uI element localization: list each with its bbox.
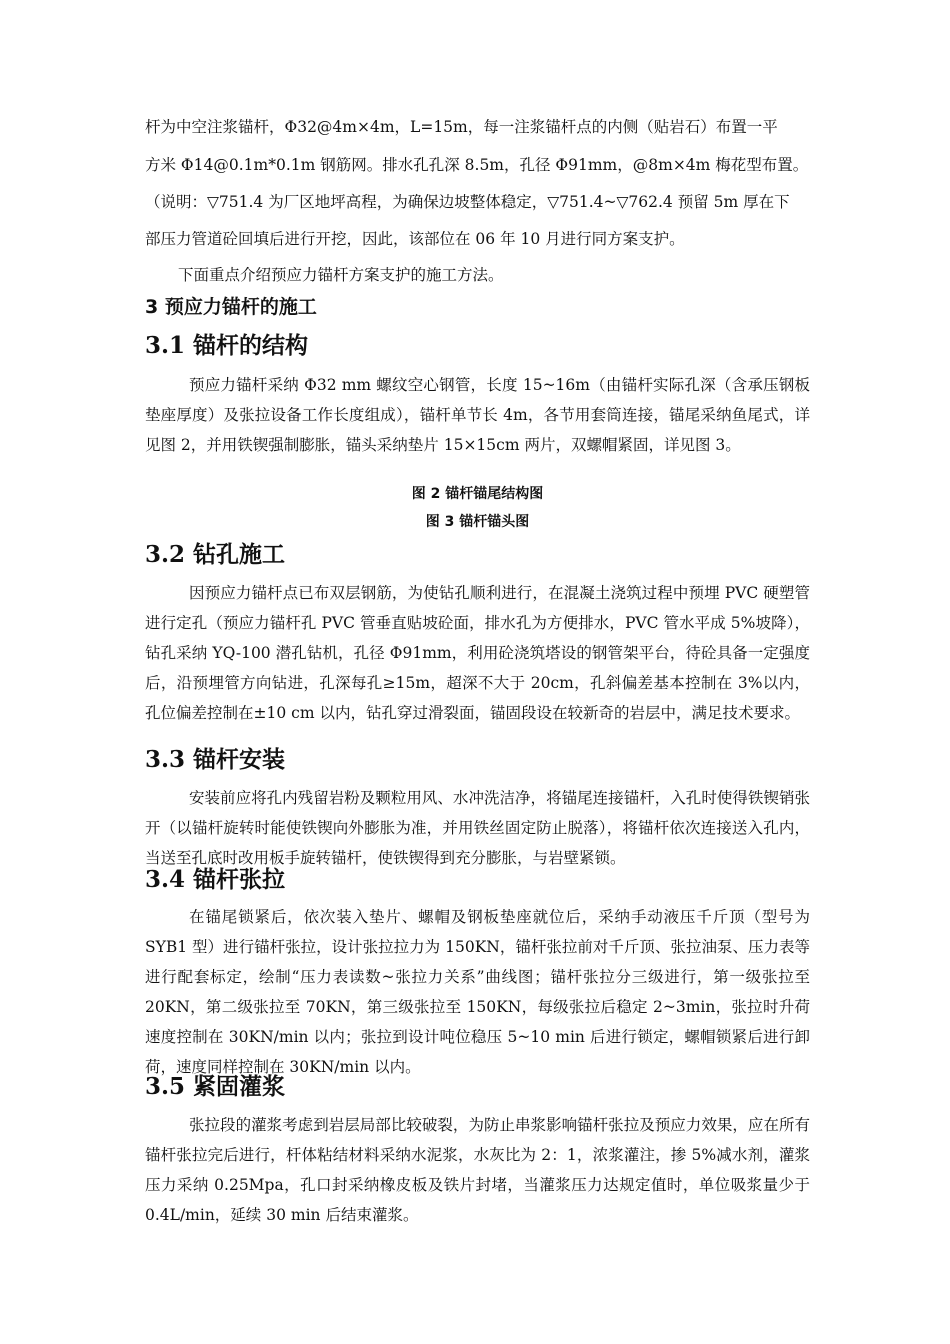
section-3-4-heading: 3.4 锚杆张拉 <box>145 866 286 893</box>
section-3-3-heading: 3.3 锚杆安装 <box>145 746 286 773</box>
section-3-3-paragraph: 安装前应将孔内残留岩粉及颗粒用风、水冲洗洁净，将锚尾连接锚杆，入孔时使得铁锲销张开（以锚杆旋转时能使铁锲向外膨胀为准，并用铁丝固定防止脱落），将锚杆依次连接送入孔内，当送至孔底时改用板手旋转锚杆，使铁锲得到充分膨胀，与岩壁紧锁。 <box>145 789 810 867</box>
intro-line-2: 方米 Φ14@0.1m*0.1m 钢筋网。排水孔孔深 8.5m，孔径 Φ91mm，@8m×4m 梅花型布置。 <box>145 156 809 174</box>
intro-line-5: 下面重点介绍预应力锚杆方案支护的施工方法。 <box>178 266 504 284</box>
figure-2-caption: 图 2 锚杆锚尾结构图 <box>411 486 544 502</box>
section-3-4-paragraph: 在锚尾锁紧后，依次装入垫片、螺帽及钢板垫座就位后，采纳手动液压千斤顶（型号为 SYB1 型）进行锚杆张拉，设计张拉拉力为 150KN，锚杆张拉前对千斤顶、张拉油泵、压力表等进行配套标定，绘制“压力表读数~张拉力关系”曲线图；锚杆张拉分三级进行，第一级张拉至 20KN，第二级张拉至 70KN，第三级张拉至 150KN，每级张拉后稳定 2~3min，张拉时升荷速度控制在 30KN/min 以内；张拉到设计吨位稳压 5~10 min 后进行锁定，螺帽锁紧后进行卸荷，速度同样控制在 30KN/min 以内。 <box>145 908 810 1076</box>
section-3-1-paragraph: 预应力锚杆采纳 Φ32 mm 螺纹空心钢管，长度 15~16m（由锚杆实际孔深（含承压钢板垫座厚度）及张拉设备工作长度组成），锚杆单节长 4m，各节用套筒连接，锚尾采纳鱼尾式，详见图 2，并用铁锲强制膨胀，锚头采纳垫片 15×15cm 两片，双螺帽紧固，详见图 3。 <box>145 376 810 454</box>
section-3-5-paragraph: 张拉段的灌浆考虑到岩层局部比较破裂，为防止串浆影响锚杆张拉及预应力效果，应在所有锚杆张拉完后进行，杆体粘结材料采纳水泥浆，水灰比为 2：1，浓浆灌注，掺 5%减水剂，灌浆压力采纳 0.25Mpa，孔口封采纳橡皮板及铁片封堵，当灌浆压力达规定值时，单位吸浆量少于 0.4L/min，延续 30 min 后结束灌浆。 <box>145 1116 810 1224</box>
section-3-2-heading: 3.2 钻孔施工 <box>145 541 286 568</box>
section-3-1-heading: 3.1 锚杆的结构 <box>145 332 309 359</box>
section-3-2-paragraph: 因预应力锚杆点已布双层钢筋，为使钻孔顺利进行，在混凝土浇筑过程中预埋 PVC 硬塑管进行定孔（预应力锚杆孔 PVC 管垂直贴坡砼面，排水孔为方便排水，PVC 管水平成 5%坡降），钻孔采纳 YQ-100 潜孔钻机，孔径 Φ91mm，利用砼浇筑塔设的钢管架平台，待砼具备一定强度后，沿预埋管方向钻进，孔深每孔≥15m，超深不大于 20cm，孔斜偏差基本控制在 3%以内，孔位偏差控制在±10 cm 以内，钻孔穿过滑裂面，锚固段设在较新奇的岩层中，满足技术要求。 <box>145 584 810 722</box>
section-3-heading: 3 预应力锚杆的施工 <box>145 296 317 318</box>
section-3-5-heading: 3.5 紧固灌浆 <box>145 1073 286 1100</box>
figure-3-caption: 图 3 锚杆锚头图 <box>425 514 530 530</box>
intro-line-1: 杆为中空注浆锚杆，Φ32@4m×4m，L=15m，每一注浆锚杆点的内侧（贴岩石）布置一平 <box>145 118 778 136</box>
intro-line-3: （说明：▽751.4 为厂区地坪高程，为确保边坡整体稳定，▽751.4~▽762.4 预留 5m 厚在下 <box>145 193 790 211</box>
intro-line-4: 部压力管道砼回填后进行开挖，因此，该部位在 06 年 10 月进行同方案支护。 <box>145 230 685 248</box>
